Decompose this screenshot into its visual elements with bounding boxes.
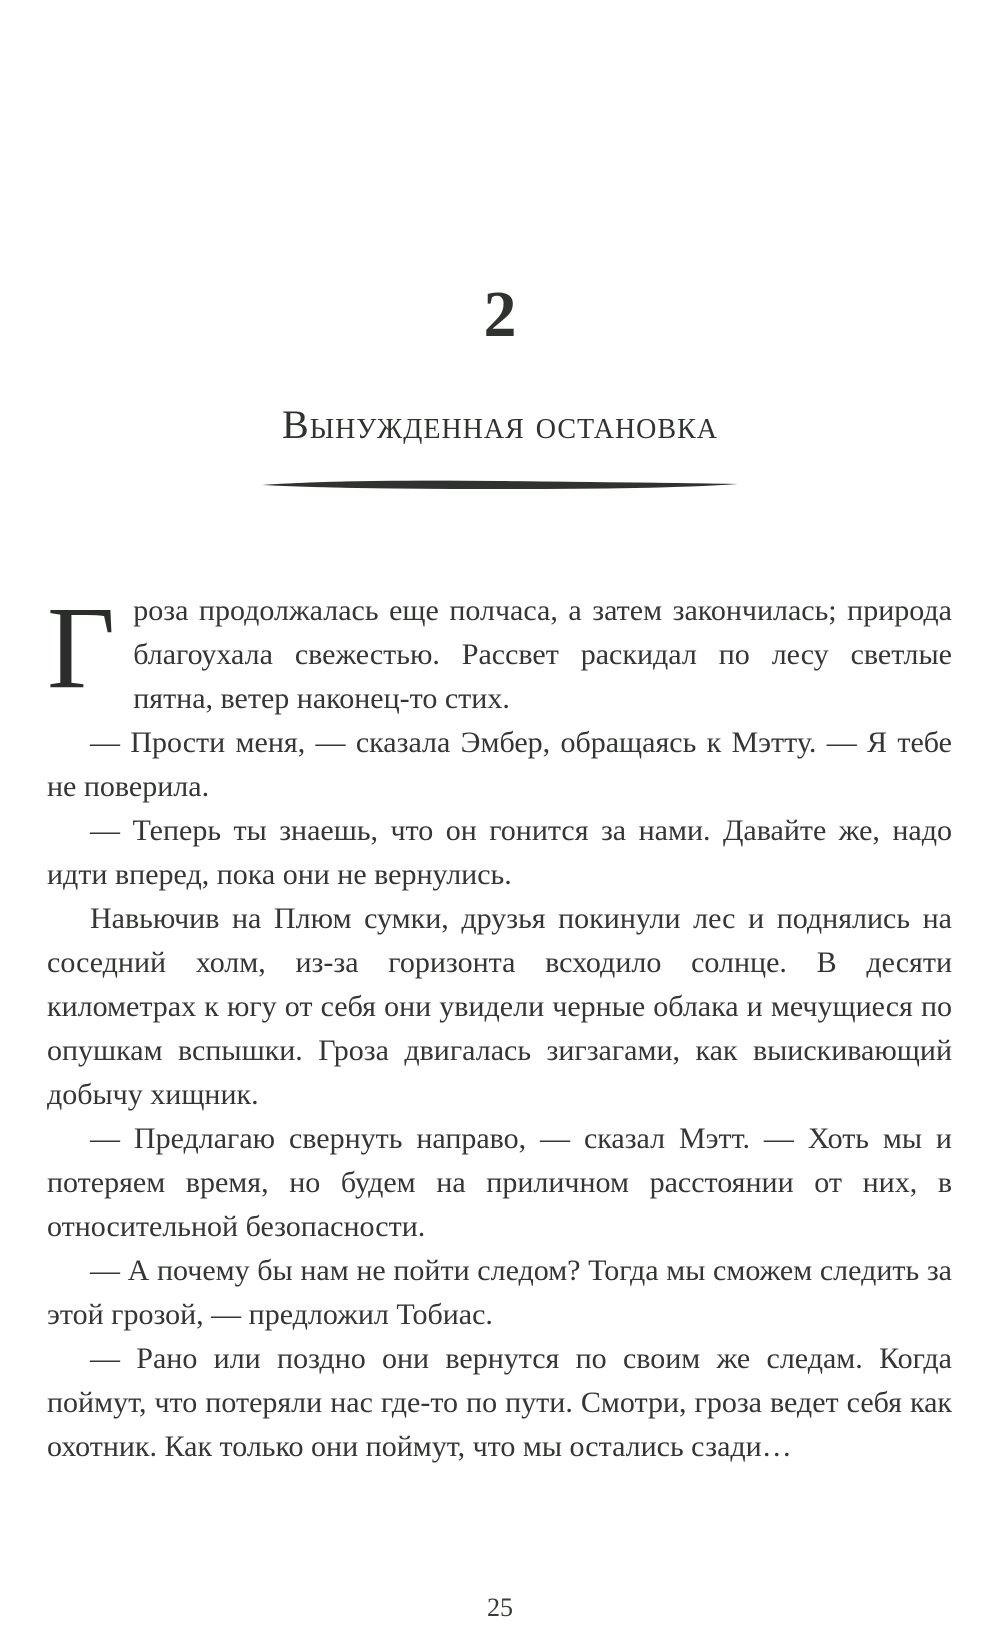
chapter-body [47,582,952,1469]
paragraph: — А почему бы нам не пойти следом? Тогда мы сможем следить за этой грозой, — предложил Тобиас. [47,1254,952,1331]
drop-cap: Г [47,582,116,713]
paragraph: — Теперь ты знаешь, что он гонится за нами. Давайте же, надо идти вперед, пока они не вернулись. [47,814,952,891]
paragraph: — Предлагаю свернуть направо, — сказал Мэтт. — Хоть мы и потеряем время, но будем на приличном расстоянии от них, в относительной безопасности. [47,1122,952,1243]
paragraph: — Рано или поздно они вернутся по своим же следам. Когда поймут, что потеряли нас где-то по пути. Смотри, гроза ведет себя как охотник. Как только они поймут, что мы остались сзади… [47,1342,952,1463]
paragraph-opening [47,582,952,721]
chapter-title: Вынужденная остановка [282,402,718,447]
chapter-number: 2 [483,278,517,351]
paragraph: — Прости меня, — сказала Эмбер, обращаясь к Мэтту. — Я тебе не поверила. [47,726,952,803]
title-underline-rule [260,478,740,492]
page-number: 25 [487,1593,513,1622]
paragraph: Навьючив на Плюм сумки, друзья покинули лес и поднялись на соседний холм, из-за горизонта всходило солнце. В десяти километрах к югу от себя они увидели черные облака и мечущиеся по опушкам вспышки. Гроза двигалась зигзагами, как выискивающий добычу хищник. [47,902,952,1111]
paragraph-opening-text: роза продолжалась еще полчаса, а затем закончилась; природа благоухала свежестью. Рассвет раскидал по лесу светлые пятна, ветер наконец-то стих. [133,594,952,715]
